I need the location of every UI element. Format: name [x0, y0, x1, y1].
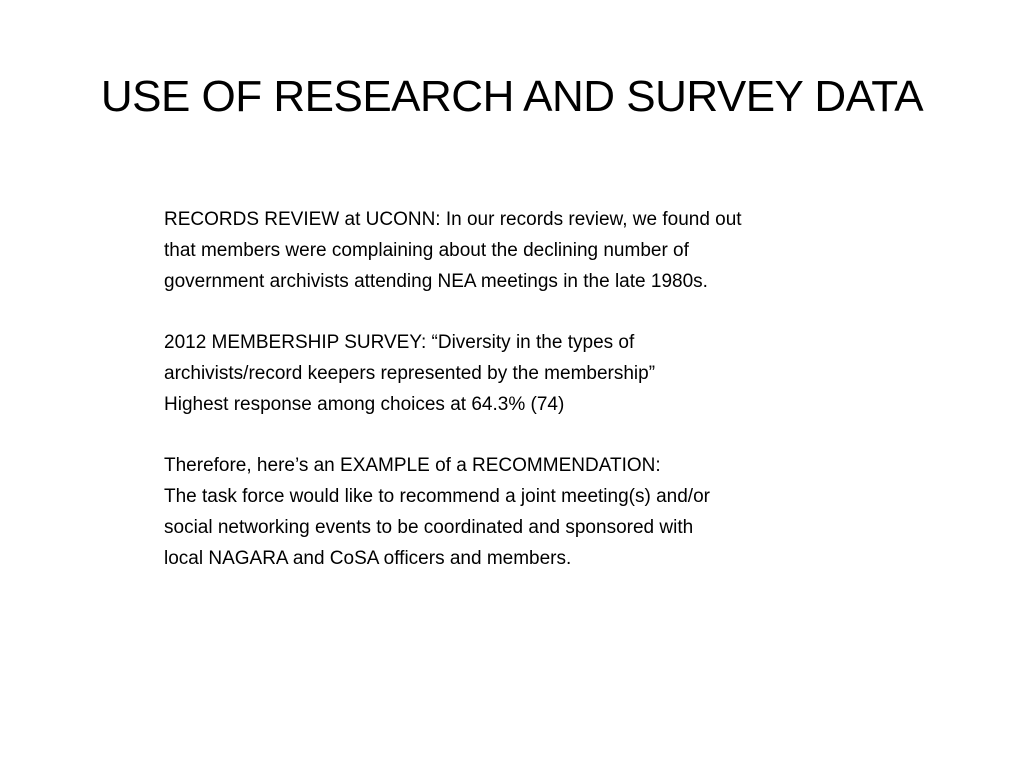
- slide-body: [164, 205, 864, 575]
- text-line: government archivists attending NEA meetings in the late 1980s.: [164, 270, 708, 292]
- slide-title: USE OF RESEARCH AND SURVEY DATA: [100, 72, 924, 121]
- text-line: archivists/record keepers represented by the membership”: [164, 362, 656, 384]
- text-line: The task force would like to recommend a joint meeting(s) and/or: [164, 486, 710, 508]
- text-line: Therefore, here’s an EXAMPLE of a RECOMMENDATION:: [164, 455, 661, 477]
- text-line: 2012 MEMBERSHIP SURVEY: “Diversity in the types of: [164, 332, 635, 354]
- text-line: Highest response among choices at 64.3% (74): [164, 393, 565, 415]
- text-line: social networking events to be coordinated and sponsored with: [164, 516, 694, 538]
- text-line: RECORDS REVIEW at UCONN: In our records review, we found out: [164, 209, 742, 230]
- paragraph-membership-survey: [164, 328, 864, 420]
- paragraph-records-review: [164, 205, 864, 297]
- text-line: that members were complaining about the declining number of: [164, 239, 689, 261]
- text-line: local NAGARA and CoSA officers and members.: [164, 547, 572, 569]
- paragraph-recommendation: [164, 451, 864, 574]
